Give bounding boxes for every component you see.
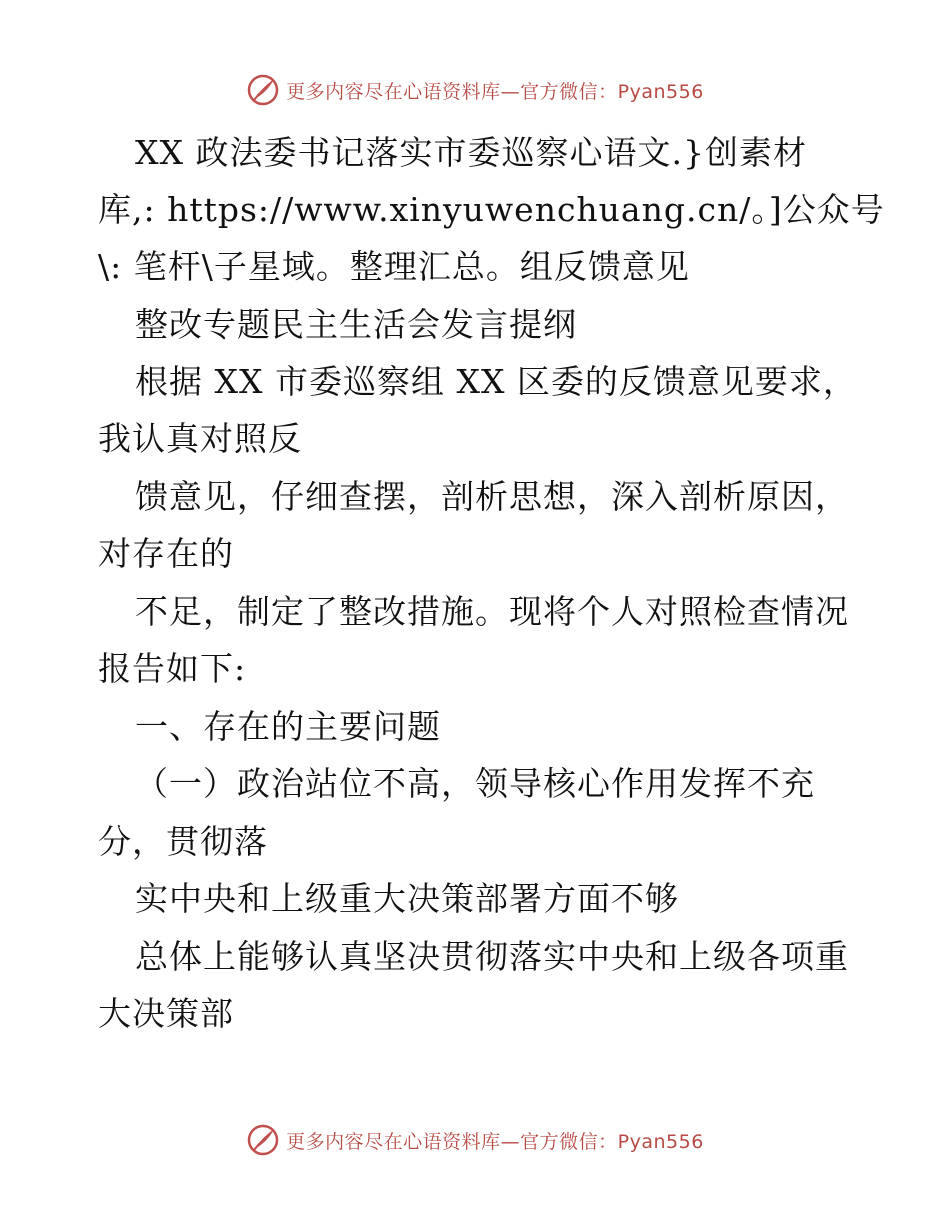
body-line: XX 政法委书记落实市委巡察心语文.}创素材: [135, 133, 807, 172]
body-line: 报告如下:: [98, 649, 247, 688]
body-line: 库,: https://www.xinyuwenchuang.cn/。]公众号: [98, 190, 885, 229]
header-banner: [0, 70, 950, 110]
document-title: 整改专题民主生活会发言提纲: [135, 305, 577, 344]
quill-logo-icon: [246, 73, 280, 107]
body-line: 馈意见，仔细查摆，剖析思想，深入剖析原因，: [135, 477, 849, 516]
body-line: 实中央和上级重大决策部署方面不够: [135, 879, 679, 918]
quill-logo-icon: [246, 1123, 280, 1157]
body-line: 不足，制定了整改措施。现将个人对照检查情况: [135, 592, 849, 631]
subsection-heading: （一）政治站位不高，领导核心作用发挥不充: [135, 764, 815, 803]
body-line: 我认真对照反: [98, 419, 302, 458]
body-line: 总体上能够认真坚决贯彻落实中央和上级各项重: [135, 937, 849, 976]
body-line: \: 笔杆\子星域。整理汇总。组反馈意见: [98, 247, 690, 286]
body-line: 对存在的: [98, 534, 234, 573]
body-line: 分，贯彻落: [98, 822, 268, 861]
body-line: 大决策部: [98, 994, 234, 1033]
section-heading: 一、存在的主要问题: [135, 707, 441, 746]
body-line: 根据 XX 市委巡察组 XX 区委的反馈意见要求，: [135, 362, 857, 401]
header-banner-text: 更多内容尽在心语资料库—官方微信：Pyan556: [286, 80, 704, 103]
footer-banner-text: 更多内容尽在心语资料库—官方微信：Pyan556: [286, 1130, 704, 1153]
footer-banner: [0, 1120, 950, 1160]
